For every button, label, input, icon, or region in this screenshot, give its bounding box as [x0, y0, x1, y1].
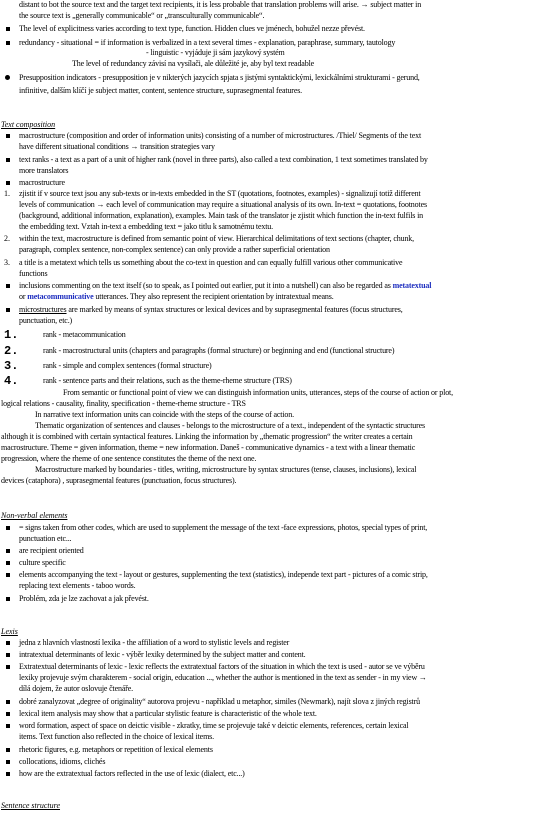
bullet	[6, 549, 10, 553]
list-number: 1.	[4, 189, 10, 198]
section-heading-non-verbal: Non-verbal elements	[1, 511, 68, 520]
text-line: macrostructure. Theme = given information, theme = new information. Daneš - communicative dynamics - a text with a linear thematic	[1, 443, 416, 452]
text-line: dílá dojem, že autor oslovuje čtenáře.	[19, 684, 134, 693]
text-line: lexiky projevuje svým charakterem - social origin, education ..., whether the author is mentioned in the text as sender - in my view →	[19, 673, 427, 682]
bullet	[6, 181, 10, 185]
text-line: paragraph, complex sentence, non-complex sentence) can only provide a rather superficial orientation	[19, 245, 330, 254]
text-line: rank - metacommunication	[43, 330, 126, 339]
text-line: rhetoric figures, e.g. metaphors or repetition of lexical elements	[19, 745, 213, 754]
text-line: redundancy - situational = if information is verbalized in a text several times - explanation, paraphrase, summary, tautology	[19, 38, 396, 47]
bullet	[6, 641, 10, 645]
text-line: are recipient oriented	[19, 546, 84, 555]
text-line: intratextual determinants of lexic - výběr lexiky determined by the subject matter and content.	[19, 650, 306, 659]
text-line: the source text is „generally communicable“ or „transculturally communicable“.	[19, 11, 265, 20]
text-line: macrostructure	[19, 178, 65, 187]
text-line: microstructures are marked by means of syntax structures or lexical devices and by suprasegmental features (focus structures,	[19, 305, 403, 314]
bullet	[6, 561, 10, 565]
list-number: 2.	[4, 234, 10, 243]
text-line: more translators	[19, 166, 69, 175]
section-heading-text-composition: Text composition	[1, 120, 56, 129]
text-line: punctuation etc...	[19, 534, 72, 543]
text-line: inclusions commenting on the text itself (so to speak, as I pointed out earlier, put it into a nutshell) can also be regarded as metatextual	[19, 281, 432, 290]
bullet	[6, 597, 10, 601]
list-number: 3.	[4, 258, 10, 267]
text-line: punctuation, etc.)	[19, 316, 73, 325]
section-heading-lexis: Lexis	[1, 627, 18, 636]
text-line: The level of redundancy závisí na vysílači, ale důležité je, aby byl text readable	[72, 59, 315, 68]
text-line: how are the extratextual factors reflected in the use of lexic (dialect, etc...)	[19, 769, 245, 778]
text-line: a title is a metatext which tells us something about the co-text in question and can equally fulfill various other communicative	[19, 258, 403, 267]
text-line: Thematic organization of sentences and clauses - belongs to the microstructure of a text., independent of the syntactic structures	[35, 421, 425, 430]
bullet	[6, 27, 10, 31]
bullet	[6, 284, 10, 288]
text-line: text ranks - a text as a part of a unit of higher rank (novel in three parts), also called a text combination, 1 text sometimes translated by	[19, 155, 428, 164]
text-line: have different situational conditions → transition strategies vary	[19, 142, 215, 151]
bullet	[6, 760, 10, 764]
text-line: In narrative text information units can coincide with the steps of the course of action.	[35, 410, 294, 419]
text-line: within the text, macrostructure is defined from semantic point of view. Hierarchical delimitations of text sections (chapter, chunk,	[19, 234, 415, 243]
bullet	[6, 573, 10, 577]
bullet	[6, 308, 10, 312]
text-line: although it is combined with certain syntactical features. Linking the information by „thematic progression“ the writer creates a certain	[1, 432, 413, 441]
text-line: - linguistic - vyjáduje ji sám jazykový systém	[146, 48, 285, 57]
text-line: rank - sentence parts and their relations, such as the theme-rheme structure (TRS)	[43, 376, 292, 385]
text-line: elements accompanying the text - layout or gestures, supplementing the text (statistics), independe text part - pictures of a comic strip,	[19, 570, 428, 579]
bullet	[6, 665, 10, 669]
text-line: infinitive, dalším klíčí je subject matter, content, sentence structure, suprasegmental features.	[19, 86, 303, 95]
text-line: lexical item analysis may show that a particular stylistic feature is characteristic of the whole text.	[19, 709, 317, 718]
text-line: or metacommunicative utterances. They also represent the recipient orientation by intratextual means.	[19, 292, 334, 301]
text-line: From semantic or functional point of view we can distinguish information units, utterances, steps of the course of action or plot,	[63, 388, 453, 397]
bullet	[6, 724, 10, 728]
text-line: rank - simple and complex sentences (formal structure)	[43, 361, 212, 370]
text-line: macrostructure (composition and order of information units) consisting of a number of microstructures. /Thiel/ Segments of the text	[19, 131, 422, 140]
bullet	[6, 712, 10, 716]
bullet	[6, 653, 10, 657]
text-line: = signs taken from other codes, which are used to supplement the message of the text -face expressions, photos, special types of print,	[19, 523, 428, 532]
bullet	[6, 700, 10, 704]
text-line: levels of communication → each level of communication may require a situational analysis of its own. In-text = quotations, footnotes	[19, 200, 427, 209]
text-line: word formation, aspect of space on deictic visible - zkratky, time se projevuje také v deictic elements, references, certain lexical	[19, 721, 409, 730]
bullet	[5, 75, 10, 80]
text-line: jedna z hlavních vlastností lexika - the affiliation of a word to stylistic levels and register	[19, 638, 290, 647]
section-heading-sentence-structure: Sentence structure	[1, 801, 61, 810]
text-line: functions	[19, 269, 48, 278]
text-line: collocations, idioms, clichés	[19, 757, 106, 766]
text-line: Presupposition indicators - presupposition je v nikterých jazycích spjata s jistými syntaktickými, lexickálními strukturami - gerund,	[19, 73, 420, 82]
text-line: (background, additional information, explanation), examples. Main task of the translator je zjistit which function the in-text fulfils in	[19, 211, 424, 220]
bullet	[6, 158, 10, 162]
text-line: rank - macrostructural units (chapters and paragraphs (formal structure) or beginning and end (functional structure)	[43, 346, 395, 355]
text-line: zjistit if v source text jsou any sub-texts or in-texts embedded in the ST (quotations, footnotes, examples) - signalizují totiž different	[19, 189, 421, 198]
bullet	[6, 772, 10, 776]
text-line: devices (cataphora) , suprasegmental features (punctuation, focus structures).	[1, 476, 237, 485]
text-line: progression, where the rheme of one sentence constitutes the theme of the next one.	[1, 454, 257, 463]
text-line: distant to bot the source text and the target text recipients, it is less probable that translation problems will arise. → subject matter in	[19, 0, 422, 9]
text-line: Problém, zda je lze zachovat a jak převést.	[19, 594, 149, 603]
text-line: dobré zanalyzovat „degree of originality“ autorova projevu - například u metaphor, similes (Newmark), najít slova z jiných registrů	[19, 697, 420, 706]
rank-number: 1.	[4, 328, 19, 342]
text-line: the embedding text. Vztah in-text a embedding text = jako titlu k samotnému textu.	[19, 222, 274, 231]
text-line: items. Text function also reflected in the choice of lexical items.	[19, 732, 214, 741]
text-line: replacing text elements - taboo words.	[19, 581, 136, 590]
bullet	[6, 526, 10, 530]
rank-number: 4.	[4, 374, 19, 388]
bullet	[6, 748, 10, 752]
bullet	[6, 41, 10, 45]
text-line: Extratextual determinants of lexic - lexic reflects the extratextual factors of the situation in which the text is used - autor se ve výběru	[19, 662, 425, 671]
bullet	[6, 134, 10, 138]
text-line: culture specific	[19, 558, 66, 567]
rank-number: 3.	[4, 359, 19, 373]
text-line: Macrostructure marked by boundaries - titles, writing, microstructure by syntax structures (tense, clauses, inclusions), lexical	[35, 465, 417, 474]
text-line: The level of explicitness varies according to text type, function. Hidden clues ve jménech, bohužel nezze převést.	[19, 24, 365, 33]
text-line: logical relations - causality, finality, specification - theme-rheme structure - TRS	[1, 399, 246, 408]
rank-number: 2.	[4, 344, 19, 358]
